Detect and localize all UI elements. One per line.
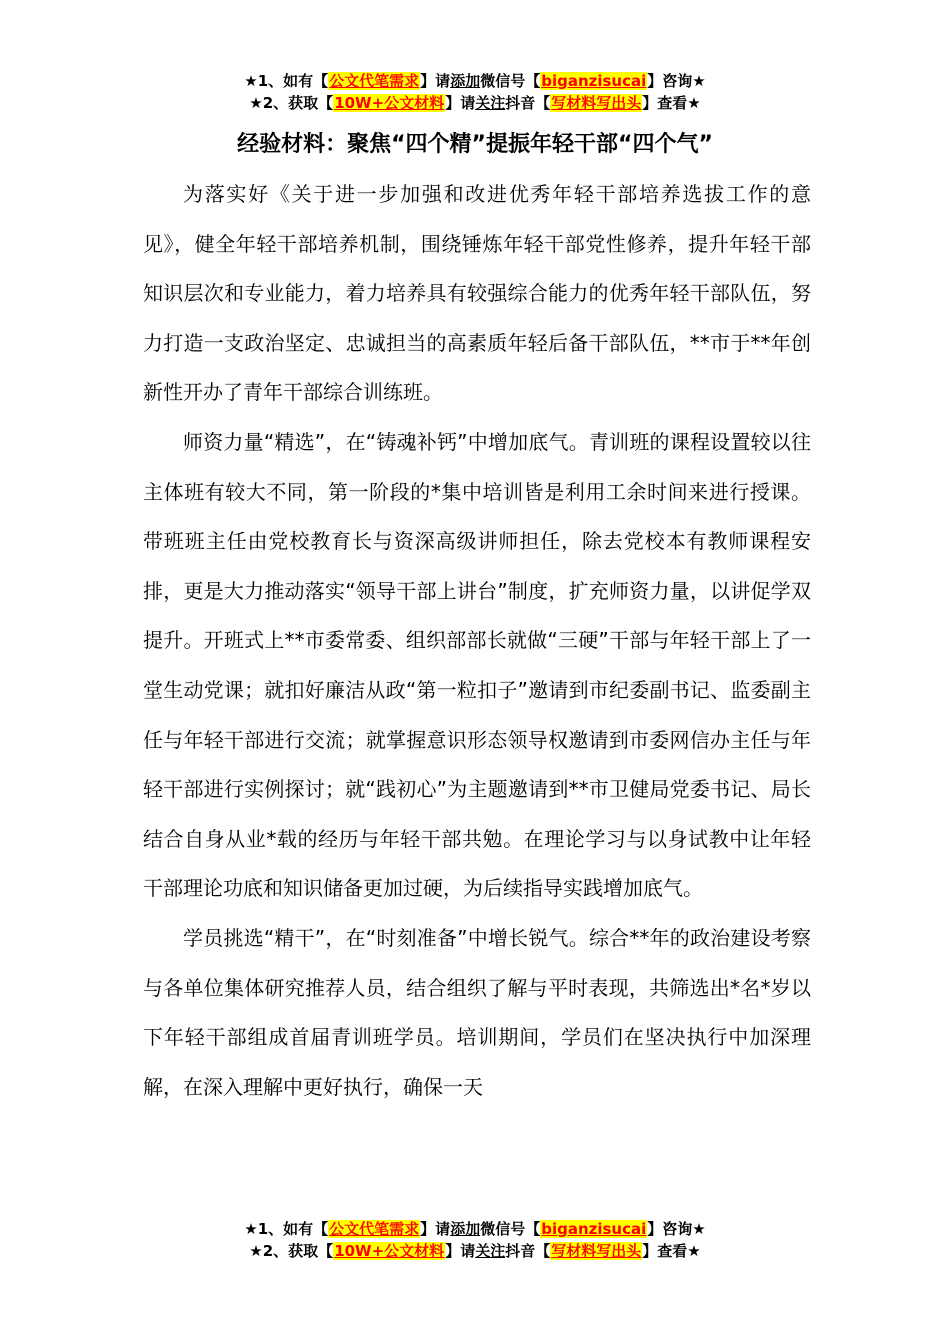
- promo-text: 】请: [445, 94, 476, 112]
- promo-text: 】请: [445, 1242, 476, 1260]
- promo-text: 抖音【: [505, 94, 551, 112]
- promo-text: 】请: [420, 72, 451, 90]
- promo-text: 微信号【: [480, 72, 541, 90]
- promo-text: 】查看★: [642, 1242, 701, 1260]
- promo-douyin-account: 写材料写出头: [551, 94, 642, 112]
- promo-text: ★1、如有【: [244, 1220, 329, 1238]
- promo-text: ★1、如有【: [244, 72, 329, 90]
- promo-text: 微信号【: [480, 1220, 541, 1238]
- paragraph-teachers: 师资力量“精选”，在“铸魂补钙”中增加底气。青训班的课程设置较以往主体班有较大不同，第一阶段的*集中培训皆是利用工余时间来进行授课。带班班主任由党校教育长与资深高级讲师担任，除去党校本有教师课程安排，更是大力推动落实“领导干部上讲台”制度，扩充师资力量，以讲促学双提升。开班式上**市委常委、组织部部长就做“三硬”干部与年轻干部上了一堂生动党课；就扣好廉洁从政“第一粒扣子”邀请到市纪委副书记、监委副主任与年轻干部进行交流；就掌握意识形态领导权邀请到市委网信办主任与年轻干部进行实例探讨；就“践初心”为主题邀请到**市卫健局党委书记、局长结合自身从业*载的经历与年轻干部共勉。在理论学习与以身试教中让年轻干部理论功底和知识储备更加过硬，为后续指导实践增加底气。: [143, 429, 811, 901]
- paragraph-students: 学员挑选“精干”，在“时刻准备”中增长锐气。综合**年的政治建设考察与各单位集体研究推荐人员，结合组织了解与平时表现，共筛选出*名*岁以下年轻干部组成首届青训班学员。培训期间，学员们在坚决执行中加深理解，在深入理解中更好执行，确保一天: [143, 925, 811, 1099]
- promo-underlined-text: 添加: [450, 1220, 481, 1238]
- promo-text: ★2、获取【: [249, 1242, 334, 1260]
- promo-text: 】咨询★: [647, 72, 706, 90]
- promo-highlight: 公文代笔需求: [329, 72, 420, 90]
- promo-underlined-text: 关注: [475, 94, 506, 112]
- promo-line-1: [0, 70, 950, 92]
- promo-text: 】咨询★: [647, 1220, 706, 1238]
- promo-underlined-text: 添加: [450, 72, 481, 90]
- document-body: [143, 170, 811, 1112]
- promo-wechat-id: biganzisucai: [541, 72, 647, 90]
- promo-line-2: [0, 1240, 950, 1262]
- promo-header: [0, 70, 950, 114]
- promo-wechat-id: biganzisucai: [541, 1220, 647, 1238]
- promo-line-1: [0, 1218, 950, 1240]
- promo-text: ★2、获取【: [249, 94, 334, 112]
- promo-text: 】查看★: [642, 94, 701, 112]
- promo-douyin-account: 写材料写出头: [551, 1242, 642, 1260]
- promo-line-2: [0, 92, 950, 114]
- promo-text: 】请: [420, 1220, 451, 1238]
- promo-highlight: 10W+公文材料: [334, 1242, 445, 1260]
- paragraph-intro: 为落实好《关于进一步加强和改进优秀年轻干部培养选拔工作的意见》，健全年轻干部培养机制，围绕锤炼年轻干部党性修养，提升年轻干部知识层次和专业能力，着力培养具有较强综合能力的优秀年轻干部队伍，努力打造一支政治坚定、忠诚担当的高素质年轻后备干部队伍，**市于**年创新性开办了青年干部综合训练班。: [143, 182, 811, 405]
- promo-footer: [0, 1218, 950, 1262]
- promo-underlined-text: 关注: [475, 1242, 506, 1260]
- document-title: 经验材料：聚焦“四个精”提振年轻干部“四个气”: [237, 132, 713, 157]
- promo-highlight: 10W+公文材料: [334, 94, 445, 112]
- promo-text: 抖音【: [505, 1242, 551, 1260]
- promo-highlight: 公文代笔需求: [329, 1220, 420, 1238]
